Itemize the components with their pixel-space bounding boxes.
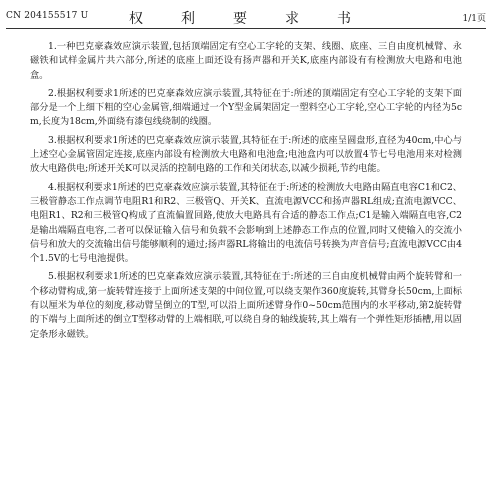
claim-4: 4.根据权利要求1所述的巴克豪森效应演示装置,其特征在于:所述的检测放大电路由隔直电容C1和C2、三极管静态工作点调节电阻R1和R2、三极管Q、开关K、直流电源VCC和扬声器RL组成;直流电源VCC、电阻R1、R2和三极管Q构成了直流偏置回路,使放大电路具有合适的静态工作点;C1是输入端隔直电容,C2是输出端隔直电容,二者可以保证输入信号和负载不会影响到上述静态工作点的位置,同时又使输入的交流小信号和放大的交流输出信号能够顺利的通过;扬声器RL将输出的电流信号转换为声音信号;直流电源VCC由4个1.5V的七号电池提供。 xyxy=(30,181,462,265)
claim-1: 1.一种巴克豪森效应演示装置,包括顶端固定有空心工字轮的支架、线圈、底座、三自由度机械臂、永磁铁和试样金属片共六部分,所述的底座上面还设有扬声器和开关K,底座内部设有有检测放大电路和电池盒。 xyxy=(30,41,462,81)
page-header xyxy=(6,6,486,28)
document-title: 权 利 要 求 书 xyxy=(129,11,363,27)
claims-body xyxy=(30,40,462,346)
publication-number: CN 204155517 U xyxy=(6,11,89,21)
page-number: 1/1页 xyxy=(462,14,486,24)
header-divider xyxy=(6,28,486,29)
claim-5: 5.根据权利要求1所述的巴克豪森效应演示装置,其特征在于:所述的三自由度机械臂由两个旋转臂和一个移动臂构成,第一旋转臂连接于上面所述支架的中间位置,可以绕支架作360度旋转,其臂身长50cm,上面标有以厘米为单位的刻度,移动臂呈倒立的T型,可以沿上面所述臂身作0~50cm范围内的水平移动,第2旋转臂的下端与上面所述的倒立T型移动臂的上端相联,可以绕自身的轴线旋转,其上端有一个弹性矩形插槽,用以固定条形永磁铁。 xyxy=(30,271,462,340)
claim-3: 3.根据权利要求1所述的巴克豪森效应演示装置,其特征在于:所述的底座呈圆盘形,直径为40cm,中心与上述空心金属管固定连接,底座内部设有检测放大电路和电池盒;电池盒内可以放置4节七号电池用来对检测放大电路供电;所述开关K可以灵活的控制电路的工作和关闭状态,以减少损耗,节约电能。 xyxy=(30,134,462,175)
claim-2: 2.根据权利要求1所述的巴克豪森效应演示装置,其特征在于:所述的顶端固定有空心工字轮的支架下面部分是一个上细下粗的空心金属管,细端通过一个Y型金属架固定一塑料空心工字轮,空心工字轮的内径为5cm,长度为18cm,外面绕有漆包线绕制的线圈。 xyxy=(30,87,462,128)
